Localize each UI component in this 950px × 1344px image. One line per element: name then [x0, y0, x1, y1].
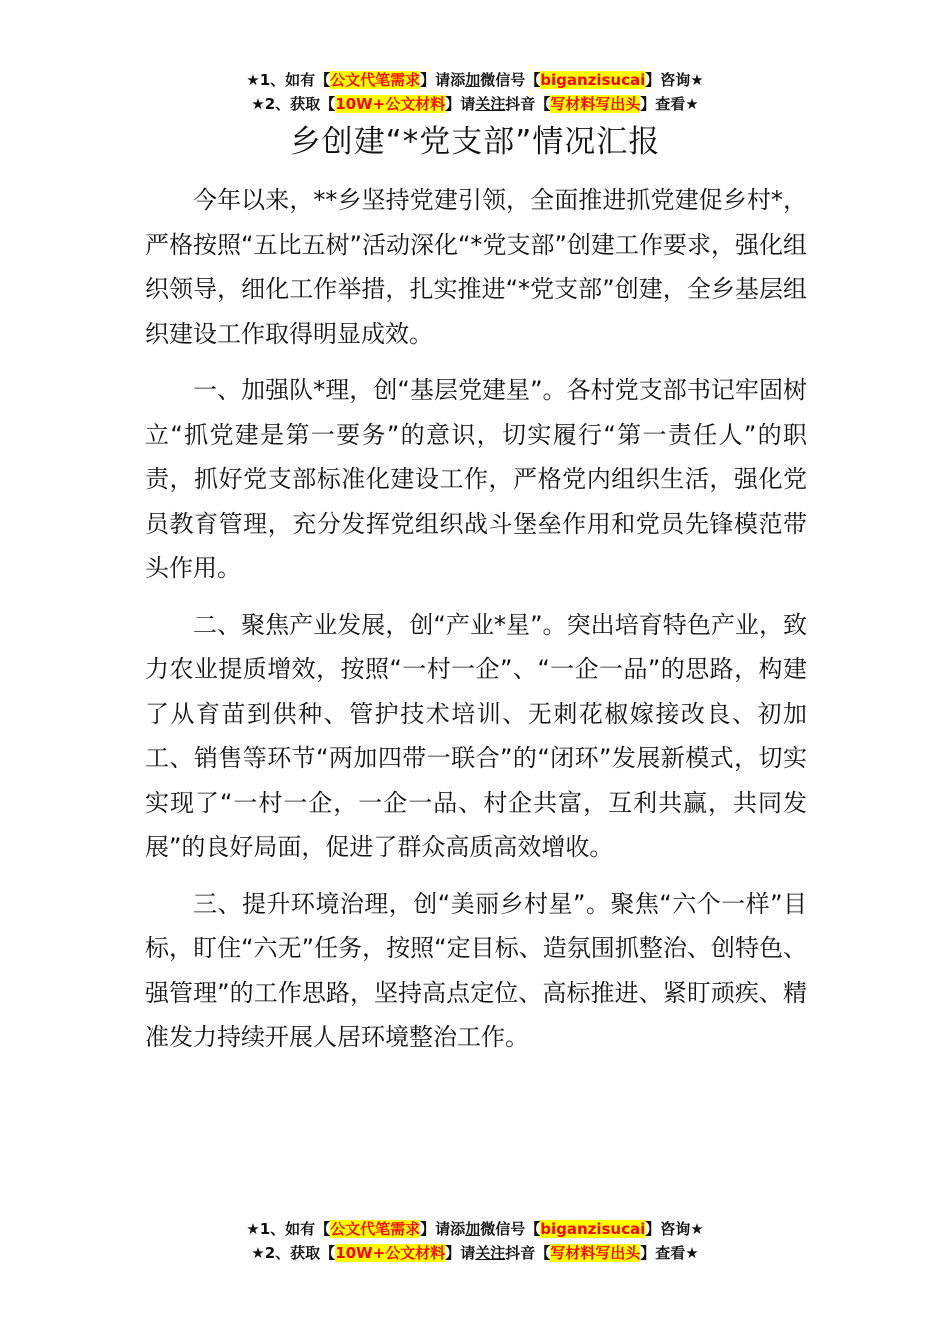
highlight-wechat-id: biganzisucai: [540, 71, 646, 89]
highlight-service: 公文代笔需求: [330, 71, 421, 89]
highlight-service: 公文代笔需求: [330, 1220, 421, 1238]
banner-text: 】咨询★: [645, 71, 704, 89]
banner-text: 】请添: [420, 71, 466, 89]
banner-text: ★2、获取【: [251, 1244, 336, 1262]
banner-text: 微信号【: [480, 71, 541, 89]
banner-underlined-text: 关注: [475, 95, 506, 113]
banner-line-1: [0, 68, 950, 92]
banner-text: ★2、获取【: [251, 95, 336, 113]
highlight-douyin-account: 写材料写出头: [550, 95, 641, 113]
banner-text: 】请添: [420, 1220, 466, 1238]
banner-text: ★1、如有【: [246, 1220, 331, 1238]
footer-banner: [0, 1217, 950, 1265]
paragraph-intro: 今年以来，**乡坚持党建引领，全面推进抓党建促乡村*，严格按照“五比五树”活动深化“*党支部”创建工作要求，强化组织领导，细化工作举措，扎实推进“*党支部”创建，全乡基层组织建设工作取得明显成效。: [145, 186, 807, 348]
banner-text: ★1、如有【: [246, 71, 331, 89]
highlight-douyin-account: 写材料写出头: [550, 1244, 641, 1262]
banner-line-2: [0, 1241, 950, 1265]
banner-text: 】请: [445, 95, 476, 113]
banner-underlined-text: 关注: [475, 1244, 506, 1262]
highlight-wechat-id: biganzisucai: [540, 1220, 646, 1238]
header-banner: [0, 68, 950, 116]
banner-text: 】请: [445, 1244, 476, 1262]
banner-text: 抖音【: [505, 95, 551, 113]
document-body: [145, 178, 807, 1072]
banner-line-1: [0, 1217, 950, 1241]
banner-text: 】查看★: [640, 1244, 699, 1262]
banner-text: 】查看★: [640, 95, 699, 113]
banner-underlined-text: 加: [465, 71, 481, 89]
paragraph-section-2: 二、聚焦产业发展，创“产业*星”。突出培育特色产业，致力农业提质增效，按照“一村一企”、“一企一品”的思路，构建了从育苗到供种、管护技术培训、无刺花椒嫁接改良、初加工、销售等环节“两加四带一联合”的“闭环”发展新模式，切实实现了“一村一企，一企一品、村企共富，互利共赢，共同发展”的良好局面，促进了群众高质高效增收。: [145, 610, 807, 861]
paragraph-section-3: 三、提升环境治理，创“美丽乡村星”。聚焦“六个一样”目标，盯住“六无”任务，按照“定目标、造氛围抓整治、创特色、强管理”的工作思路，坚持高点定位、高标推进、紧盯顽疾、精准发力持续开展人居环境整治工作。: [145, 889, 807, 1051]
document-title: 乡创建“*党支部”情况汇报: [289, 124, 661, 160]
highlight-materials: 10W+公文材料: [335, 1244, 446, 1262]
banner-text: 抖音【: [505, 1244, 551, 1262]
banner-text: 微信号【: [480, 1220, 541, 1238]
banner-line-2: [0, 92, 950, 116]
highlight-materials: 10W+公文材料: [335, 95, 446, 113]
paragraph-section-1: 一、加强队*理，创“基层党建星”。各村党支部书记牢固树立“抓党建是第一要务”的意识，切实履行“第一责任人”的职责，抓好党支部标准化建设工作，严格党内组织生活，强化党员教育管理，充分发挥党组织战斗堡垒作用和党员先锋模范带头作用。: [145, 376, 807, 582]
banner-underlined-text: 加: [465, 1220, 481, 1238]
banner-text: 】咨询★: [645, 1220, 704, 1238]
